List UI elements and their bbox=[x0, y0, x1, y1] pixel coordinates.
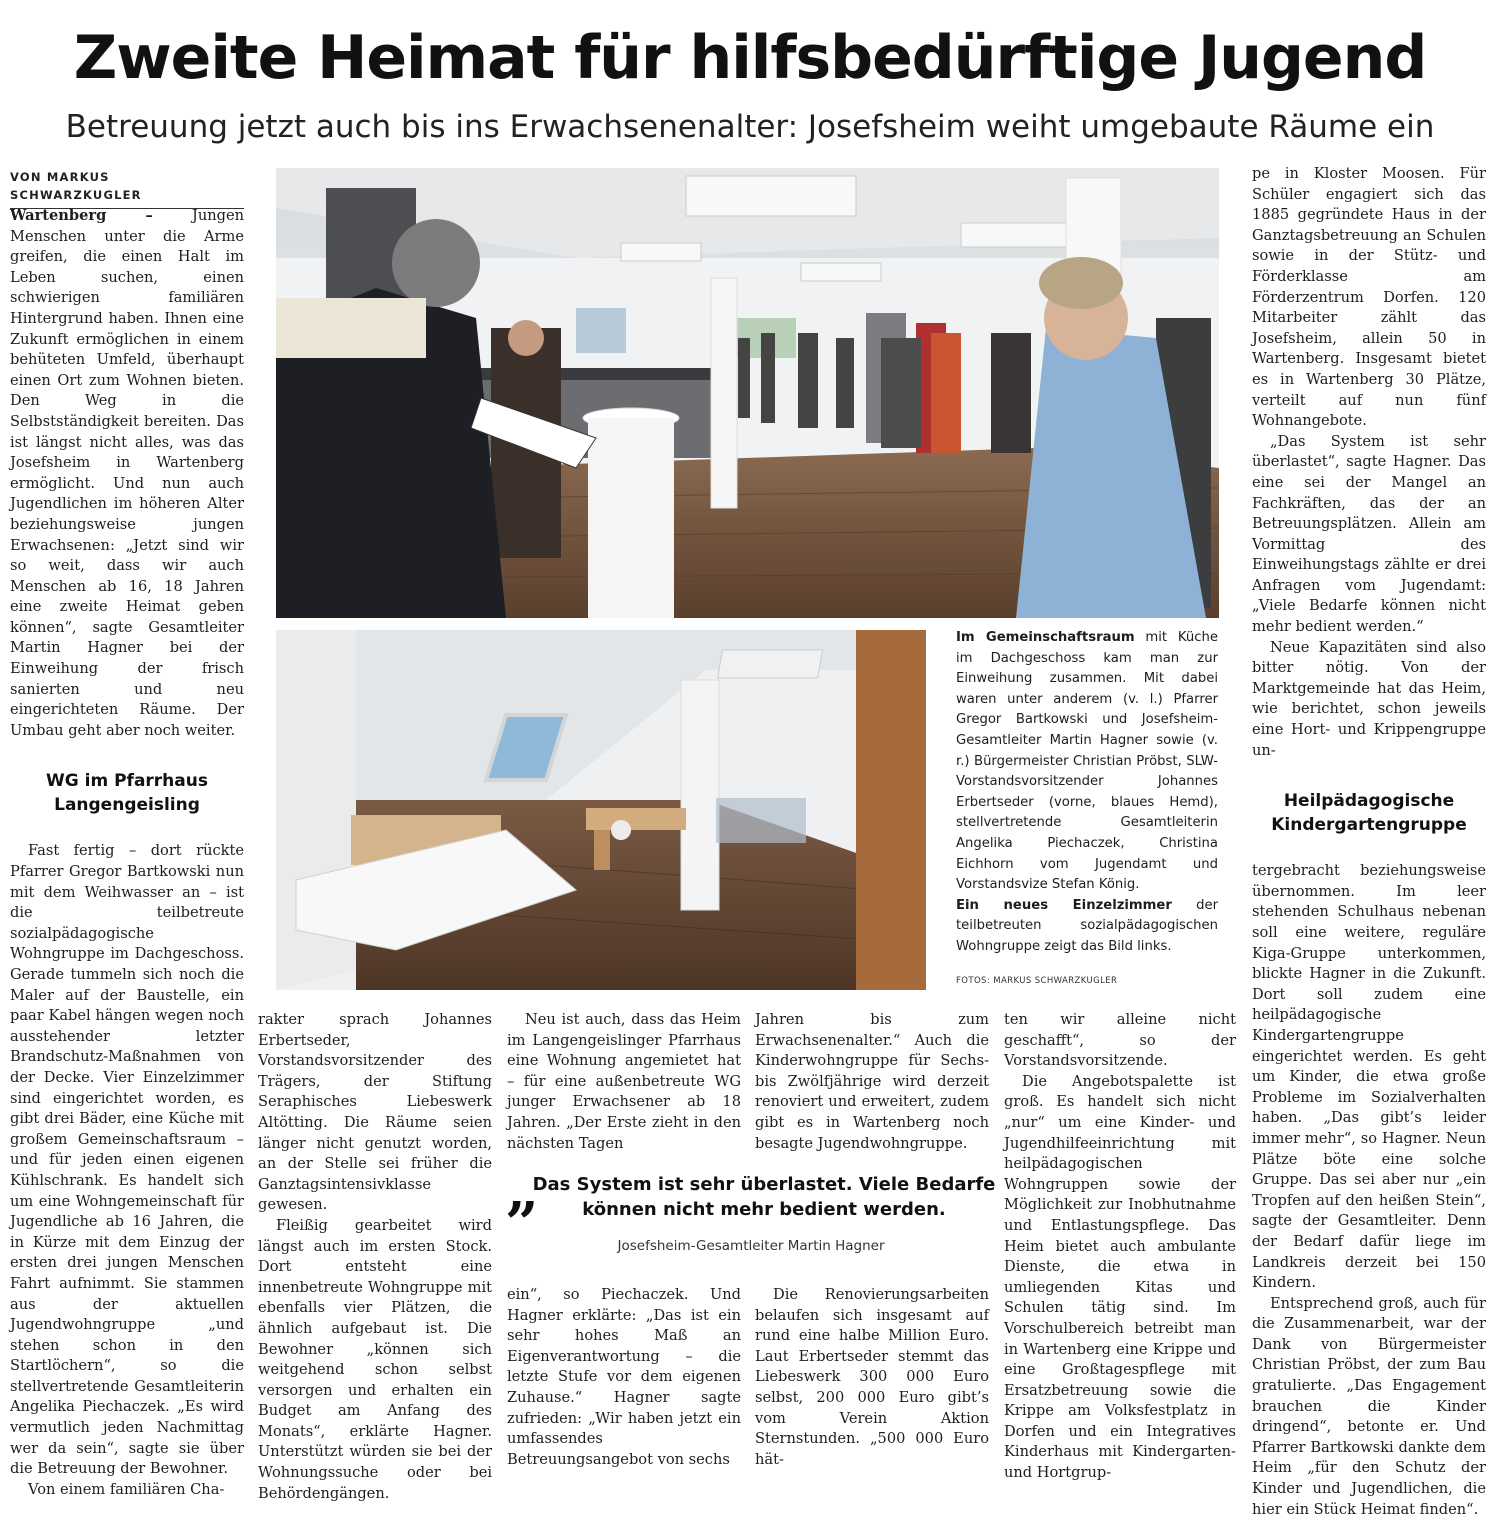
paragraph: Fast fertig – dort rückte Pfarrer Gregor Bartkowski nun mit dem Weihwasser an – ist die teilbetreute sozialpädagogische Wohngruppe im Dachgeschoss. Gerade tummeln sich noch die Maler auf der Baustelle, ein paar Kabel hängen wegen noch ausstehender letzter Brandschutz-Maßnahmen von der Decke. Vier Einzelzimmer sind eingerichtet worden, es gibt drei Bäder, eine Küche mit großem Gemeinschaftsraum – und für jeden einen eigenen Kühlschrank. Es handelt sich um eine Wohngemeinschaft für Jugendliche ab 16 Jahren, die in Kürze mit dem Einzug der ersten drei jungen Menschen Fahrt aufnimmt. Sie stammen aus der aktuellen Jugendwohngruppe „und stehen schon in den Startlöchern“, so die stellvertretende Gesamtleiterin Angelika Piechaczek. „Es wird vermutlich jeden Nachmittag wer da sein“, sagte sie über die Betreuung der Bewohner. bbox=[10, 842, 244, 1478]
caption-lead-1: Im Gemeinschaftsraum bbox=[956, 630, 1135, 645]
headline: Zweite Heimat für hilfsbedürftige Jugend bbox=[73, 23, 1427, 93]
subhead-line-1: Heilpädagogische bbox=[1283, 791, 1455, 812]
paragraph: rakter sprach Johannes Erbertseder, Vorstandsvorsitzender des Trägers, der Stiftung Seraphisches Liebeswerk Altötting. Die Räume seien länger nicht genutzt worden, an der Stelle sei früher die Ganztagsintensivklasse gewesen. bbox=[258, 1011, 492, 1214]
byline: VON MARKUS SCHWARZKUGLER bbox=[10, 168, 244, 209]
subhead-line-2: Langengeisling bbox=[54, 795, 200, 816]
column-1 bbox=[10, 206, 244, 1500]
paragraph: Jahren bis zum Erwachsenenalter.“ Auch die Kinderwohngruppe für Sechs- bis Zwölfjährige wird derzeit renoviert und erweitert, zudem gibt es in Wartenberg noch besagte Jugendwohngruppe. bbox=[755, 1011, 989, 1152]
column-4-bottom bbox=[755, 1285, 989, 1470]
paragraph: ein“, so Piechaczek. Und Hagner erklärte: „Das ist ein sehr hohes Maß an Eigenverantwortung – die letzte Stufe vor dem eigenen Zuhause.“ Hagner sagte zufrieden: „Wir haben jetzt ein umfassendes Betreuungsangebot von sechs bbox=[507, 1286, 741, 1468]
paragraph: Neue Kapazitäten sind also bitter nötig. Von der Marktgemeinde hat das Heim, wie berichtet, schon jeweils eine Hort- und Krippengruppe un- bbox=[1252, 638, 1486, 759]
column-3-bottom bbox=[507, 1285, 741, 1470]
caption-text-2: der teilbetreuten sozialpädagogischen Wohngruppe zeigt das Bild links. bbox=[956, 897, 1218, 954]
single-room-image bbox=[276, 630, 926, 990]
column-6 bbox=[1252, 164, 1486, 1520]
paragraph: „Das System ist sehr überlastet“, sagte Hagner. Das eine sei der Mangel an Fachkräften, das der an Betreuungsplätzen. Allein am Vormittag des Einweihungstags zählte er drei Anfragen vom Jugendamt: „Viele Bedarfe können nicht mehr bedient werden.“ bbox=[1252, 432, 1486, 636]
subhead-line-2: Kindergartengruppe bbox=[1271, 815, 1467, 836]
photo-credit: FOTOS: MARKUS SCHWARZKUGLER bbox=[956, 976, 1118, 986]
dateline: Wartenberg – bbox=[10, 207, 192, 224]
subhead-line-1: WG im Pfarrhaus bbox=[46, 771, 208, 792]
quote-source: Josefsheim-Gesamtleiter Martin Hagner bbox=[617, 1238, 885, 1254]
photo-common-room bbox=[276, 168, 1219, 618]
paragraph: tergebracht beziehungsweise übernommen. Im leer stehenden Schulhaus nebenan soll eine weitere, reguläre Kiga-Gruppe unterkommen, blickte Hagner in die Zukunft. Dort soll zudem eine heilpädagogische Kindergartengruppe eingerichtet werden. Es geht um Kinder, die etwa große Probleme im Sozialverhalten haben. „Das gibt’s leider immer mehr“, so Hagner. Neun Plätze böte eine solche Gruppe. Das sei aber nur „ein Tropfen auf den heißen Stein“, sagte der Gesamtleiter. Denn der Bedarf dafür liege im Landkreis derzeit bei 150 Kindern. bbox=[1252, 862, 1486, 1292]
column-2 bbox=[258, 1010, 492, 1504]
quote-mark: „ bbox=[506, 1156, 540, 1224]
caption-text-1: mit Küche im Dachgeschoss kam man zur Einweihung zusammen. Mit dabei waren unter anderem (v. l.) Pfarrer Gregor Bartkowski und Josefsheim-Gesamtleiter Martin Hagner sowie (v. r.) Bürgermeister Christian Pröbst, SLW-Vorstandsvorsitzender Johannes Erbertseder (vorne, blaues Hemd), stellvertretende Gesamtleiterin Angelika Piechaczek, Christina Eichhorn vom Jugendamt und Vorstandsvize Stefan König. bbox=[956, 630, 1218, 893]
column-4-top bbox=[755, 1010, 989, 1154]
column-5 bbox=[1004, 1010, 1236, 1484]
lead-paragraph bbox=[10, 206, 244, 741]
paragraph: Neu ist auch, dass das Heim im Langengeislinger Pfarrhaus eine Wohnung angemietet hat – für eine außenbetreute WG junger Erwachsener ab 18 Jahren. „Der Erste zieht in den nächsten Tagen bbox=[507, 1011, 741, 1152]
pull-quote bbox=[506, 1156, 996, 1254]
lead-text: Jungen Menschen unter die Arme greifen, die einen Halt im Leben suchen, einen schwierigen familiären Hintergrund haben. Ihnen eine Zukunft ermöglichen in einem behüteten Umfeld, überhaupt einen Ort zum Wohnen bieten. Den Weg in die Selbstständigkeit bereiten. Das ist längst nicht alles, was das Josefsheim in Wartenberg ermöglicht. Und nun auch Jugendlichen im höheren Alter beziehungsweise jungen Erwachsenen: „Jetzt sind wir so weit, dass wir auch Menschen ab 16, 18 Jahren eine zweite Heimat geben können“, sagte Gesamtleiter Martin Hagner bei der Einweihung der frisch sanierten und neu eingerichteten Räume. Der Umbau geht aber noch weiter. bbox=[10, 207, 244, 739]
caption-lead-2: Ein neues Einzelzimmer bbox=[956, 897, 1172, 913]
paragraph: Entsprechend groß, auch für die Zusammenarbeit, war der Dank von Bürgermeister Christian Pröbst, der zum Bau gratulierte. „Das Engagement brauchen die Kinder dringend“, betonte er. Und Pfarrer Bartkowski dankte dem Heim „für den Schutz der Kinder und Jugendlichen, die hier ein Stück Heimat finden“. bbox=[1252, 1294, 1486, 1518]
paragraph: pe in Kloster Moosen. Für Schüler engagiert sich das 1885 gegründete Haus in der Ganztagsbetreuung an Schulen sowie in der Stütz- und Förderklasse am Förderzentrum Dorfen. 120 Mitarbeiter zählt das Josefsheim, allein 50 in Wartenberg. Insgesamt bietet es in Wartenberg 30 Plätze, verteilt auf nun fünf Wohnangebote. bbox=[1252, 165, 1486, 430]
column-3-top bbox=[507, 1010, 741, 1154]
photo-caption bbox=[956, 628, 1218, 958]
common-room-image bbox=[276, 168, 1219, 618]
photo-single-room bbox=[276, 630, 926, 990]
paragraph: Fleißig gearbeitet wird längst auch im ersten Stock. Dort entsteht eine innenbetreute Wohngruppe mit ebenfalls vier Plätzen, die ähnlich aufgebaut ist. Die Bewohner „können sich weitgehend schon selbst versorgen und erhalten ein Budget am Anfang des Monats“, erklärte Hagner. Unterstützt würden sie bei der Wohnungssuche oder bei Behördengängen. bbox=[258, 1216, 492, 1502]
subhead-heilpaedagogische bbox=[1252, 789, 1486, 837]
subline: Betreuung jetzt auch bis ins Erwachsenenalter: Josefsheim weiht umgebaute Räume ein bbox=[65, 109, 1435, 145]
paragraph: Die Renovierungsarbeiten belaufen sich insgesamt auf rund eine halbe Million Euro. Laut Erbertseder stemmt das Liebeswerk 300 000 Euro selbst, 200 000 Euro gibt’s vom Verein Aktion Sternstunden. „500 000 Euro hät- bbox=[755, 1286, 989, 1468]
paragraph: Die Angebotspalette ist groß. Es handelt sich nicht „nur“ um eine Kinder- und Jugendhilfeeinrichtung mit heilpädagogischen Wohngruppen sowie der Möglichkeit zur Inobhutnahme und Entlastungspflege. Das Heim bietet auch ambulante Dienste, die etwa in umliegenden Kitas und Schulen tätig sind. Im Vorschulbereich betreibt man in Wartenberg eine Krippe und eine Großtagespflege mit Ersatzbetreuung sowie die Krippe am Volksfestplatz in Dorfen und ein Integratives Kinderhaus mit Kindergarten- und Hortgrup- bbox=[1004, 1072, 1236, 1482]
paragraph: Von einem familiären Cha- bbox=[28, 1480, 225, 1498]
subhead-wg-pfarrhaus bbox=[10, 769, 244, 817]
paragraph: ten wir alleine nicht geschafft“, so der Vorstandsvorsitzende. bbox=[1004, 1011, 1236, 1070]
quote-text: Das System ist sehr überlastet. Viele Bedarfe können nicht mehr bedient werden. bbox=[532, 1174, 996, 1220]
